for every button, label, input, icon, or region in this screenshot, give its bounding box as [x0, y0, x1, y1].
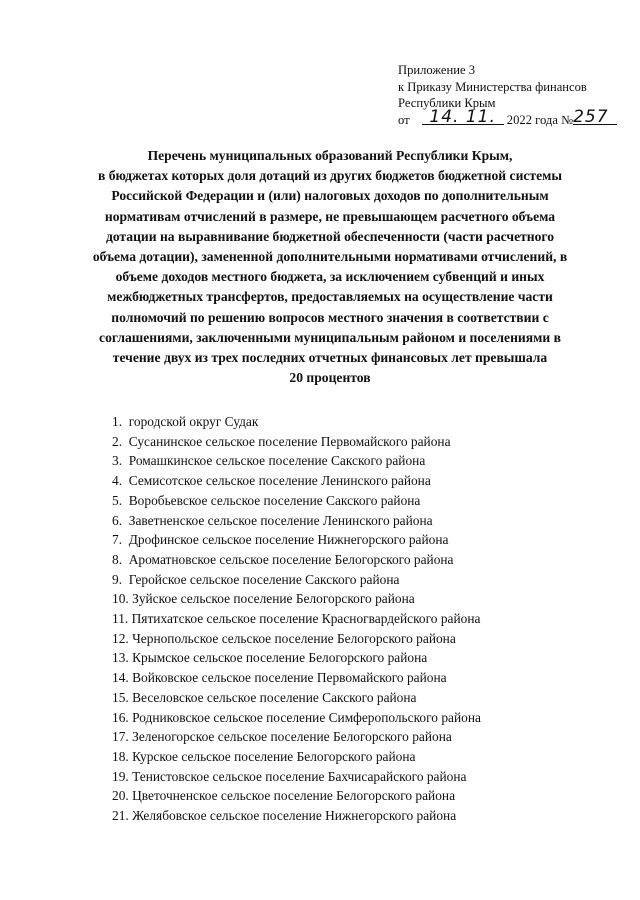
list-item: [112, 629, 481, 649]
municipalities-list: [112, 412, 481, 826]
list-item: [112, 451, 481, 471]
document-title: [60, 146, 600, 388]
item-text: Семисотское сельское поселение Ленинского района: [128, 473, 431, 489]
item-number: 7.: [112, 532, 123, 548]
list-item: [112, 491, 481, 511]
item-number: 5.: [112, 492, 123, 508]
item-number: 14.: [112, 670, 129, 686]
item-number: 4.: [112, 473, 123, 489]
item-number: 2.: [112, 433, 123, 449]
item-number: 16.: [112, 709, 129, 725]
title-line: Перечень муниципальных образований Республики Крым,: [147, 148, 513, 163]
item-text: Дрофинское сельское поселение Нижнегорского района: [128, 532, 449, 548]
item-number: 12.: [112, 630, 129, 646]
item-text: Курское сельское поселение Белогорского района: [132, 748, 416, 764]
appendix-order-ref: к Приказу Министерства финансов: [398, 79, 587, 94]
list-item: [112, 570, 481, 590]
list-item: [112, 688, 481, 708]
item-text: Ароматновское сельское поселение Белогорского района: [128, 551, 454, 567]
item-text: Воробьевское сельское поселение Сакского района: [128, 492, 421, 508]
item-text: Тенистовское сельское поселение Бахчисарайского района: [132, 768, 467, 784]
item-text: Пятихатское сельское поселение Красногвардейского района: [131, 611, 481, 627]
list-item: [112, 708, 481, 728]
item-text: Крымское сельское поселение Белогорского района: [132, 650, 428, 666]
list-item: [112, 668, 481, 688]
item-number: 20.: [112, 788, 129, 804]
list-item: [112, 432, 481, 452]
item-number: 13.: [112, 650, 129, 666]
list-item: [112, 550, 481, 570]
title-line: межбюджетных трансфертов, предоставляемых на осуществление части: [107, 289, 553, 305]
appendix-number: Приложение 3: [398, 63, 476, 77]
title-line: полномочий по решению вопросов местного значения в соответствии с: [111, 309, 549, 325]
title-line: соглашениями, заключенными муниципальным районом и поселениями в: [99, 329, 561, 345]
list-item: [112, 471, 481, 491]
handwritten-order-number: 257: [573, 111, 617, 125]
item-number: 21.: [112, 808, 129, 824]
item-number: 10.: [112, 591, 129, 607]
date-year: 2022 года №: [506, 112, 574, 127]
item-text: Чернопольское сельское поселение Белогорского района: [132, 630, 456, 646]
title-line: 20 процентов: [289, 370, 371, 386]
appendix-header: [398, 62, 633, 128]
item-text: Желябовское сельское поселение Нижнегорского района: [132, 808, 457, 824]
appendix-republic: Республики Крым: [398, 96, 496, 110]
item-number: 9.: [112, 571, 123, 587]
list-item: [112, 530, 481, 550]
title-line: объеме доходов местного бюджета, за исключением субвенций и иных: [115, 269, 545, 285]
item-text: Зуйское сельское поселение Белогорского района: [132, 591, 415, 607]
item-text: Веселовское сельское поселение Сакского района: [132, 689, 417, 705]
item-number: 3.: [112, 453, 123, 469]
title-line: дотации на выравнивание бюджетной обеспеченности (части расчетного: [105, 228, 555, 244]
item-text: городской округ Судак: [128, 414, 259, 429]
item-number: 18.: [112, 748, 129, 764]
item-text: Войковское сельское поселение Первомайского района: [132, 670, 447, 686]
item-number: 11.: [112, 611, 129, 627]
list-item: [112, 786, 481, 806]
title-line: Российской Федерации и (или) налоговых доходов по дополнительным: [111, 188, 549, 204]
title-line: в бюджетах которых доля дотаций из других бюджетов бюджетной системы: [97, 168, 563, 184]
appendix-date-line: [398, 106, 633, 129]
item-text: Зеленогорское сельское поселение Белогорского района: [132, 729, 452, 745]
list-item: [112, 412, 481, 432]
item-text: Родниковское сельское поселение Симферопольского района: [132, 709, 481, 725]
item-number: 6.: [112, 512, 123, 528]
list-item: [112, 806, 481, 826]
item-text: Сусанинское сельское поселение Первомайского района: [128, 433, 451, 449]
handwritten-date: 14. 11.: [422, 111, 504, 125]
list-item: [112, 767, 481, 787]
item-text: Цветочненское сельское поселение Белогорского района: [132, 788, 456, 804]
title-line: объема дотации), замененной дополнительными нормативами отчислений, в: [92, 249, 568, 265]
item-text: Ромашкинское сельское поселение Сакского района: [128, 453, 426, 469]
list-item: [112, 648, 481, 668]
item-text: Геройское сельское поселение Сакского района: [128, 571, 400, 587]
item-number: 15.: [112, 689, 129, 705]
item-number: 17.: [112, 729, 129, 745]
item-number: 19.: [112, 768, 129, 784]
list-item: [112, 747, 481, 767]
title-line: течение двух из трех последних отчетных финансовых лет превышала: [112, 350, 548, 366]
item-number: 8.: [112, 551, 123, 567]
list-item: [112, 727, 481, 747]
list-item: [112, 609, 481, 629]
list-item: [112, 511, 481, 531]
title-line: нормативам отчислений в размере, не превышающем расчетного объема: [104, 208, 556, 224]
item-text: Заветненское сельское поселение Ленинского района: [128, 512, 433, 528]
item-number: 1.: [112, 414, 123, 429]
list-item: [112, 589, 481, 609]
date-prefix: от: [398, 112, 410, 127]
